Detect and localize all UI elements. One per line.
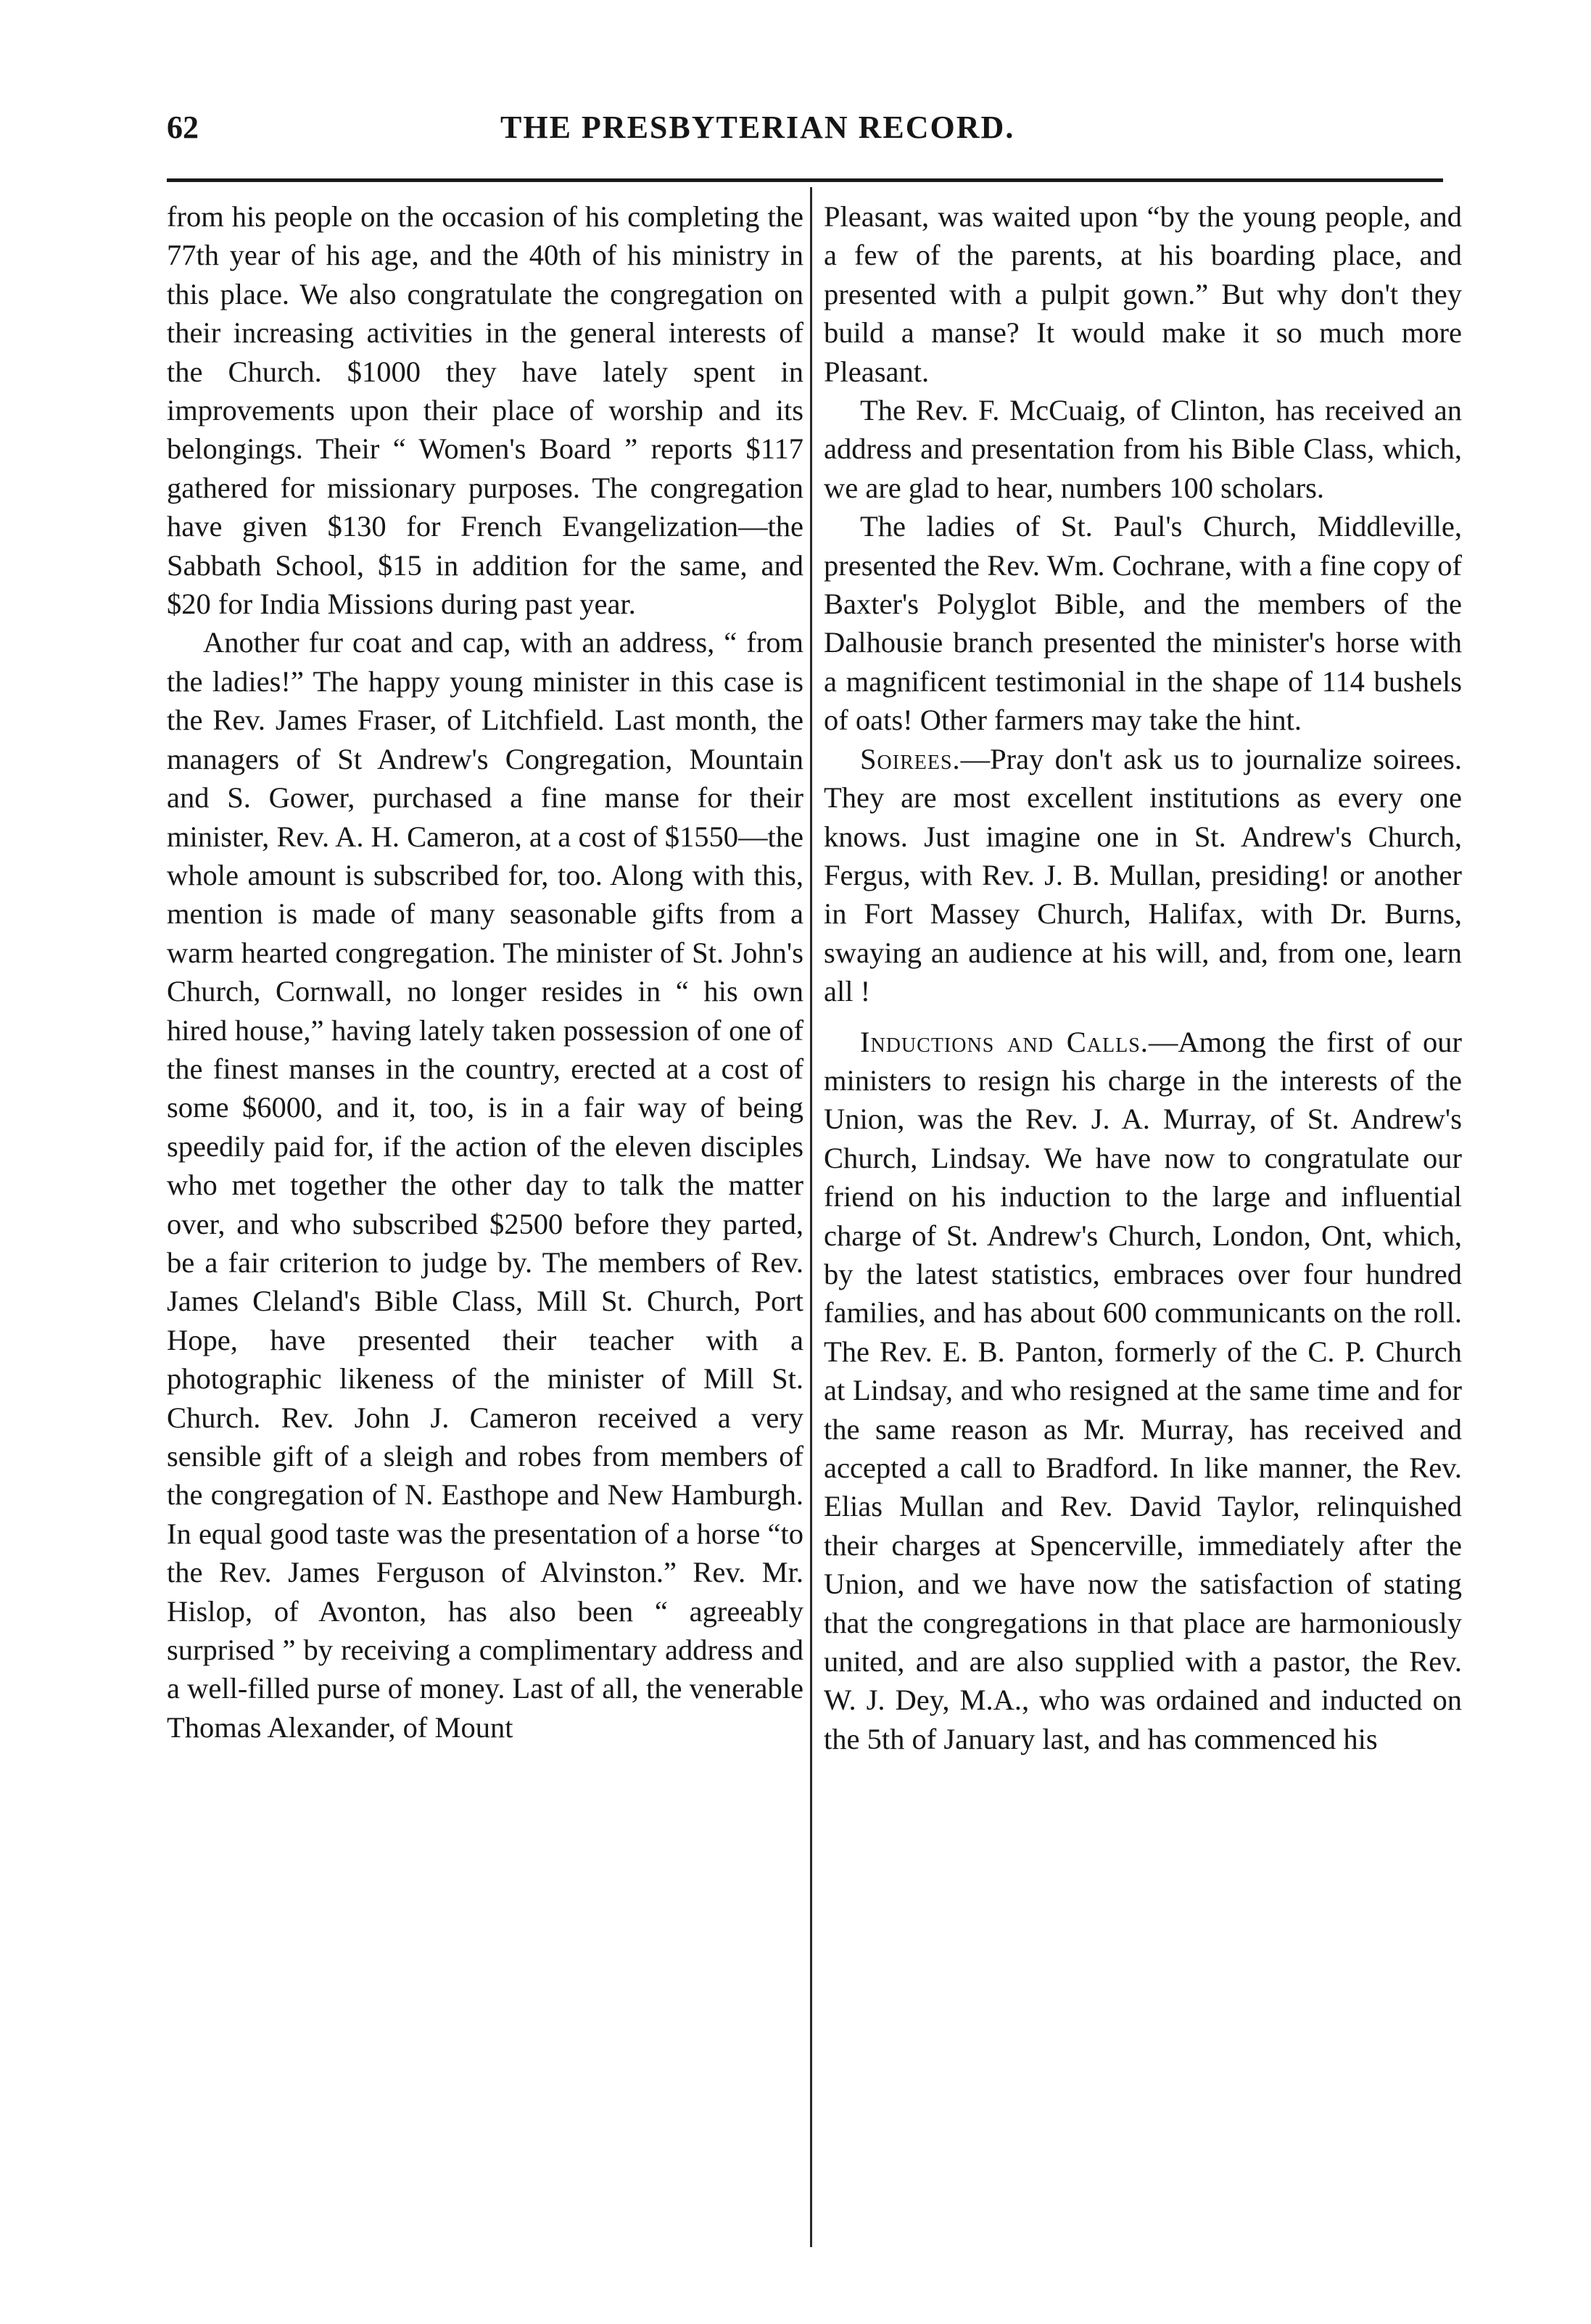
running-title: THE PRESBYTERIAN RECORD. xyxy=(500,110,1015,145)
page-number: 62 xyxy=(167,110,199,145)
paragraph xyxy=(824,740,1462,1011)
paragraph-body: —Among the first of our ministers to resign his charge in the interests of the Union, was the Rev. J. A. Murray, of St. Andrew's Church, Lindsay. We have now to congratulate our friend on his induction to the large and influential charge of St. Andrew's Church, London, Ont, which, by the latest statistics, embraces over four hundred families, and has about 600 communicants on the roll. The Rev. E. B. Panton, formerly of the C. P. Church at Lindsay, and who resigned at the same time and for the same reason as Mr. Murray, has received and accepted a call to Bradford. In like manner, the Rev. Elias Mullan and Rev. David Taylor, relinquished their charges at Spencerville, immediately after the Union, and we have now the satisfaction of stating that the congregations in that place are harmoniously united, and are also supplied with a pastor, the Rev. W. J. Dey, M.A., who was ordained and inducted on the 5th of January last, and has commenced his xyxy=(824,1025,1462,1755)
page-header xyxy=(167,109,1443,160)
paragraph: Pleasant, was waited upon “by the young people, and a few of the parents, at his boarding place, and presented with a pulpit gown.” But why don't they build a manse? It would make it so much more Pleasant. xyxy=(824,200,1462,388)
section-heading-inductions: Inductions and Calls. xyxy=(860,1025,1149,1058)
paragraph: from his people on the occasion of his completing the 77th year of his age, and the 40th of his ministry in this place. We also congratulate the congregation on their increasing activities in the general interests of the Church. $1000 they have lately spent in improvements upon their place of worship and its belongings. Their “ Women's Board ” reports $117 gathered for missionary purposes. The congregation have given $130 for French Evangelization—the Sabbath School, $15 in addition for the same, and $20 for India Missions during past year. xyxy=(167,200,803,621)
header-rule xyxy=(167,178,1443,182)
paragraph: The Rev. F. McCuaig, of Clinton, has received an address and presentation from his Bible Class, which, we are glad to hear, numbers 100 scholars. xyxy=(824,394,1462,504)
paragraph: The ladies of St. Paul's Church, Middleville, presented the Rev. Wm. Cochrane, with a fine copy of Baxter's Polyglot Bible, and the members of the Dalhousie branch presented the minister's horse with a magnificent testimonial in the shape of 114 bushels of oats! Other farmers may take the hint. xyxy=(824,510,1462,737)
left-column xyxy=(167,197,803,1747)
paragraph-body: —Pray don't ask us to journalize soirees. They are most excellent institutions as every one knows. Just imagine one in St. Andrew's Church, Fergus, with Rev. J. B. Mullan, presiding! or another in Fort Massey Church, Halifax, with Dr. Burns, swaying an audience at his will, and, from one, learn all ! xyxy=(824,742,1462,1008)
paragraph xyxy=(824,1023,1462,1759)
paragraph: Another fur coat and cap, with an address, “ from the ladies!” The happy young minister in this case is the Rev. James Fraser, of Litchfield. Last month, the managers of St Andrew's Congregation, Mountain and S. Gower, purchased a fine manse for their minister, Rev. A. H. Cameron, at a cost of $1550—the whole amount is subscribed for, too. Along with this, mention is made of many seasonable gifts from a warm hearted congregation. The minister of St. John's Church, Cornwall, no longer resides in “ his own hired house,” having lately taken possession of one of the finest manses in the country, erected at a cost of some $6000, and it, too, is in a fair way of being speedily paid for, if the action of the eleven disciples who met together the other day to talk the matter over, and who subscribed $2500 before they parted, be a fair criterion to judge by. The members of Rev. James Cleland's Bible Class, Mill St. Church, Port Hope, have presented their teacher with a photographic likeness of the minister of Mill St. Church. Rev. John J. Cameron received a very sensible gift of a sleigh and robes from members of the congregation of N. Easthope and New Hamburgh. In equal good taste was the presentation of a horse “to the Rev. James Ferguson of Alvinston.” Rev. Mr. Hislop, of Avonton, has also been “ agreeably surprised ” by receiving a complimentary address and a well-filled purse of money. Last of all, the venerable Thomas Alexander, of Mount xyxy=(167,626,803,1744)
section-heading-soirees: Soirees. xyxy=(860,742,961,775)
right-column xyxy=(824,197,1462,1758)
column-divider xyxy=(810,187,812,2247)
